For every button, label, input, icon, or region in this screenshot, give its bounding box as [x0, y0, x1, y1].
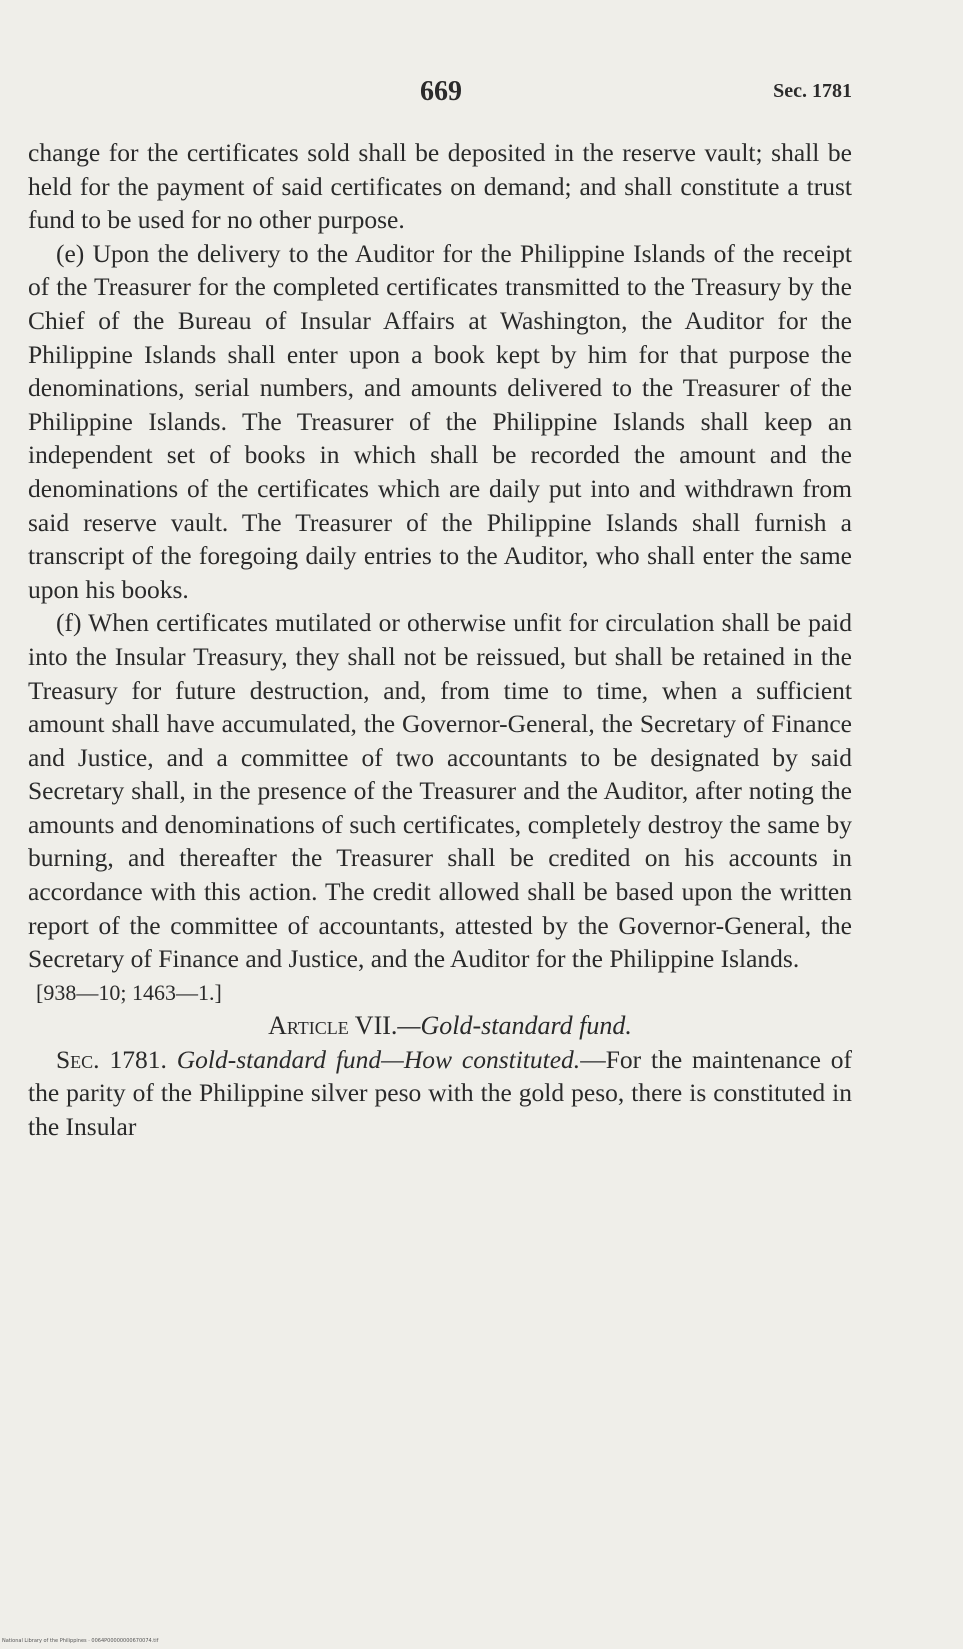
page-header	[30, 76, 852, 116]
section-label: Sec. 1781.	[56, 1044, 167, 1074]
section-title: Gold-standard fund—How constituted.	[176, 1044, 581, 1074]
page-number: 669	[420, 76, 462, 107]
paragraph-f: (f) When certificates mutilated or otherwise unfit for circulation shall be paid into the Insular Treasury, they shall not be reissued, but shall be retained in the Treasury for future destruction, and, from time to time, when a sufficient amount shall have accumulated, the Governor-General, the Secretary of Finance and Justice, and a committee of two accountants to be designated by said Secretary shall, in the presence of the Treasurer and the Auditor, after noting the amounts and denominations of such certificates, completely destroy the same by burning, and thereafter the Treasurer shall be credited on his accounts in accordance with this action. The credit allowed shall be based upon the written report of the committee of accountants, attested by the Governor-General, the Secretary of Finance and Justice, and the Auditor for the Philippine Islands.	[28, 608, 852, 974]
paragraph-e: (e) Upon the delivery to the Auditor for the Philippine Islands of the receipt of the Treasurer for the completed certificates transmitted to the Treasury by the Chief of the Bureau of Insular Affairs at Washington, the Auditor for the Philippine Islands shall enter upon a book kept by him for that purpose the denominations, serial numbers, and amounts delivered to the Treasurer of the Philippine Islands. The Treasurer of the Philippine Islands shall keep an independent set of books in which shall be recorded the amount and the denominations of the certificates which are daily put into and withdrawn from said reserve vault. The Treasurer of the Philippine Islands shall furnish a transcript of the foregoing daily entries to the Auditor, who shall enter the same upon his books.	[28, 238, 852, 604]
body-text	[28, 136, 852, 1144]
paragraph-continuation: change for the certificates sold shall be deposited in the reserve vault; shall be held for the payment of said certificates on demand; and shall constitute a trust fund to be used for no other purpose.	[28, 138, 852, 235]
section-paragraph	[28, 1043, 852, 1144]
article-label: Article VII.	[268, 1010, 398, 1040]
scan-credit: National Library of the Philippines · 0064P00000000670074.tif	[2, 1638, 159, 1644]
section-text: —For the maintenance of the parity of the Philippine silver peso with the gold peso, there is constituted in the Insular	[28, 1044, 853, 1142]
article-heading	[28, 1009, 852, 1043]
running-section-reference: Sec. 1781	[773, 80, 852, 102]
citation: [938—10; 1463—1.]	[36, 979, 222, 1005]
article-title: —Gold-standard fund.	[397, 1010, 632, 1040]
